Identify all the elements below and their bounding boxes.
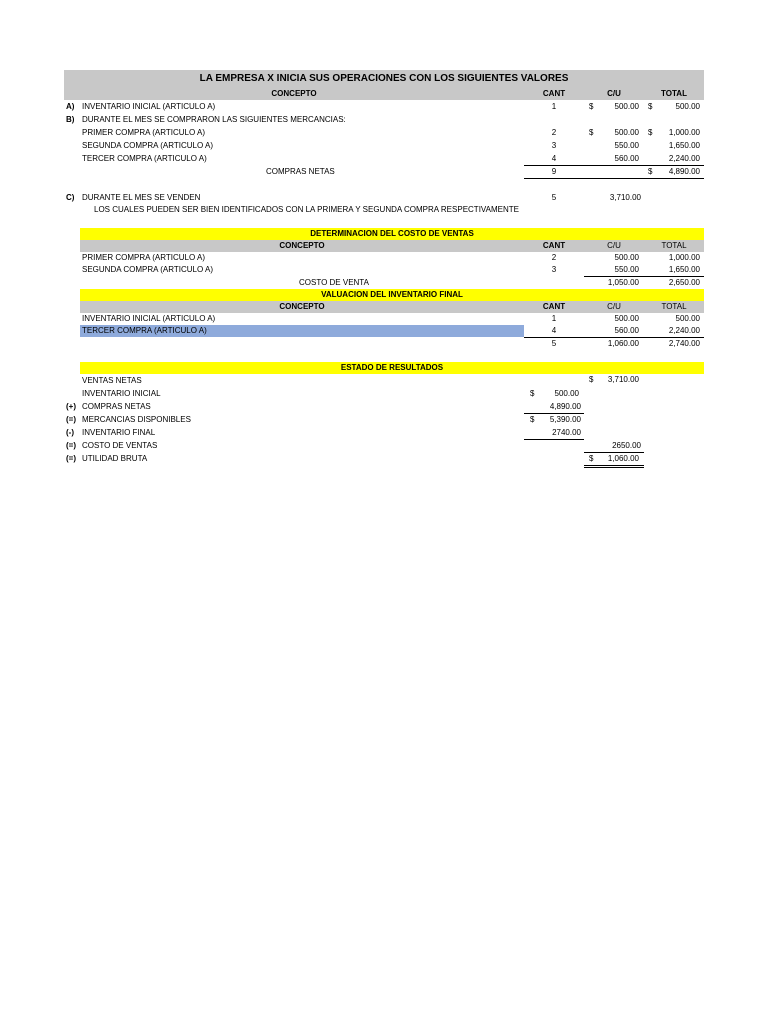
row-a-total: 500.00: [675, 102, 700, 111]
purchase-1-label: PRIMER COMPRA (ARTICULO A): [82, 128, 205, 137]
inv-sum-cant: 5: [551, 339, 557, 348]
compras-netas-cant: 9: [551, 167, 557, 176]
cv-row-1-cu: 500.00: [614, 253, 639, 262]
inv-final-value: 2740.00: [552, 428, 581, 437]
costo-sign: (=): [66, 441, 76, 450]
currency-sign: $: [648, 128, 653, 137]
row-a-label: INVENTARIO INICIAL (ARTICULO A): [82, 102, 216, 111]
header-cant: CANT: [542, 89, 566, 98]
currency-sign: $: [648, 102, 653, 111]
inv-row-1-cant: 1: [551, 314, 557, 323]
section-3-title: VALUACION DEL INVENTARIO FINAL: [321, 290, 463, 299]
cv-row-1-cant: 2: [551, 253, 557, 262]
costo-ventas-label: COSTO DE VENTAS: [82, 441, 158, 450]
cv-row-1-total: 1,000.00: [668, 253, 700, 262]
currency-sign: $: [589, 102, 594, 111]
cv-row-2-total: 1,650.00: [668, 265, 700, 274]
header-cu: C/U: [607, 89, 621, 98]
compras-netas-er-value: 4,890.00: [549, 402, 581, 411]
compras-netas-total: 4,890.00: [668, 167, 700, 176]
inv-row-2-cu: 560.00: [614, 326, 639, 335]
row-c-value: 3,710.00: [609, 193, 641, 202]
util-sign: (=): [66, 454, 76, 463]
currency-sign: $: [589, 128, 594, 137]
purchase-3-cu: 560.00: [614, 154, 639, 163]
header-concepto: CONCEPTO: [279, 241, 325, 250]
ventas-netas-label: VENTAS NETAS: [82, 376, 142, 385]
divider-line: [524, 165, 704, 166]
row-c-cant: 5: [551, 193, 557, 202]
row-letter-a: A): [66, 102, 75, 111]
costo-venta-total: 2,650.00: [668, 278, 700, 287]
purchase-3-total: 2,240.00: [668, 154, 700, 163]
costo-venta-label: COSTO DE VENTA: [299, 278, 369, 287]
row-letter-b: B): [66, 115, 75, 124]
purchase-2-cant: 3: [551, 141, 557, 150]
purchase-1-cu: 500.00: [614, 128, 639, 137]
row-c-note: LOS CUALES PUEDEN SER BIEN IDENTIFICADOS CON LA PRIMERA Y SEGUNDA COMPRA RESPECTIVAMENTE: [94, 205, 519, 214]
currency-sign: $: [589, 375, 594, 384]
header-cu: C/U: [607, 241, 621, 250]
header-cant: CANT: [542, 241, 566, 250]
divider-line: [584, 452, 644, 453]
inv-sum-cu: 1,060.00: [607, 339, 639, 348]
header-total: TOTAL: [661, 241, 687, 250]
header-total: TOTAL: [661, 89, 687, 98]
header-cant: CANT: [542, 302, 566, 311]
inv-row-2-total: 2,240.00: [668, 326, 700, 335]
cv-row-2-cu: 550.00: [614, 265, 639, 274]
utilidad-bruta-value: 1,060.00: [607, 454, 639, 463]
inv-row-1-total: 500.00: [675, 314, 700, 323]
inv-row-2-cant: 4: [551, 326, 557, 335]
costo-ventas-value: 2650.00: [612, 441, 641, 450]
compras-netas-label: COMPRAS NETAS: [266, 167, 335, 176]
compras-netas-er-label: COMPRAS NETAS: [82, 402, 151, 411]
merc-sign: (=): [66, 415, 76, 424]
double-underline: [584, 465, 644, 466]
currency-sign: $: [530, 415, 535, 424]
costo-venta-cu: 1,050.00: [607, 278, 639, 287]
inv-final-label: INVENTARIO FINAL: [82, 428, 156, 437]
purchase-2-cu: 550.00: [614, 141, 639, 150]
header-cu: C/U: [607, 302, 621, 311]
inv-row-1-cu: 500.00: [614, 314, 639, 323]
purchase-1-total: 1,000.00: [668, 128, 700, 137]
header-concepto: CONCEPTO: [279, 302, 325, 311]
merc-disp-value: 5,390.00: [549, 415, 581, 424]
currency-sign: $: [648, 167, 653, 176]
header-concepto: CONCEPTO: [271, 89, 317, 98]
row-letter-c: C): [66, 193, 75, 202]
currency-sign: $: [530, 389, 535, 398]
inv-sum-total: 2,740.00: [668, 339, 700, 348]
section-2-title: DETERMINACION DEL COSTO DE VENTAS: [310, 229, 474, 238]
page-title: LA EMPRESA X INICIA SUS OPERACIONES CON LOS SIGUIENTES VALORES: [199, 73, 569, 84]
divider-line: [524, 413, 584, 414]
purchase-2-total: 1,650.00: [668, 141, 700, 150]
compras-sign: (+): [66, 402, 76, 411]
divider-line: [524, 439, 584, 440]
cv-row-1-label: PRIMER COMPRA (ARTICULO A): [82, 253, 205, 262]
purchase-2-label: SEGUNDA COMPRA (ARTICULO A): [82, 141, 213, 150]
utilidad-bruta-label: UTILIDAD BRUTA: [82, 454, 148, 463]
double-underline: [584, 467, 644, 468]
section-4-title: ESTADO DE RESULTADOS: [340, 363, 444, 372]
ventas-netas-value: 3,710.00: [607, 375, 639, 384]
inv-fin-sign: (-): [66, 428, 74, 437]
inv-inicial-value: 500.00: [554, 389, 579, 398]
inv-row-2-label: TERCER COMPRA (ARTICULO A): [82, 326, 207, 335]
cv-row-2-cant: 3: [551, 265, 557, 274]
currency-sign: $: [589, 454, 594, 463]
purchase-3-cant: 4: [551, 154, 557, 163]
purchase-1-cant: 2: [551, 128, 557, 137]
row-a-cu: 500.00: [614, 102, 639, 111]
row-a-cant: 1: [551, 102, 557, 111]
divider-line: [524, 337, 704, 338]
inv-inicial-label: INVENTARIO INICIAL: [82, 389, 161, 398]
merc-disp-label: MERCANCIAS DISPONIBLES: [82, 415, 191, 424]
inv-row-1-label: INVENTARIO INICIAL (ARTICULO A): [82, 314, 216, 323]
row-c-label: DURANTE EL MES SE VENDEN: [82, 193, 201, 202]
divider-line: [584, 276, 704, 277]
row-b-label: DURANTE EL MES SE COMPRARON LAS SIGUIENTES MERCANCIAS:: [82, 115, 346, 124]
header-total: TOTAL: [661, 302, 687, 311]
cv-row-2-label: SEGUNDA COMPRA (ARTICULO A): [82, 265, 213, 274]
purchase-3-label: TERCER COMPRA (ARTICULO A): [82, 154, 207, 163]
divider-line: [524, 178, 704, 179]
